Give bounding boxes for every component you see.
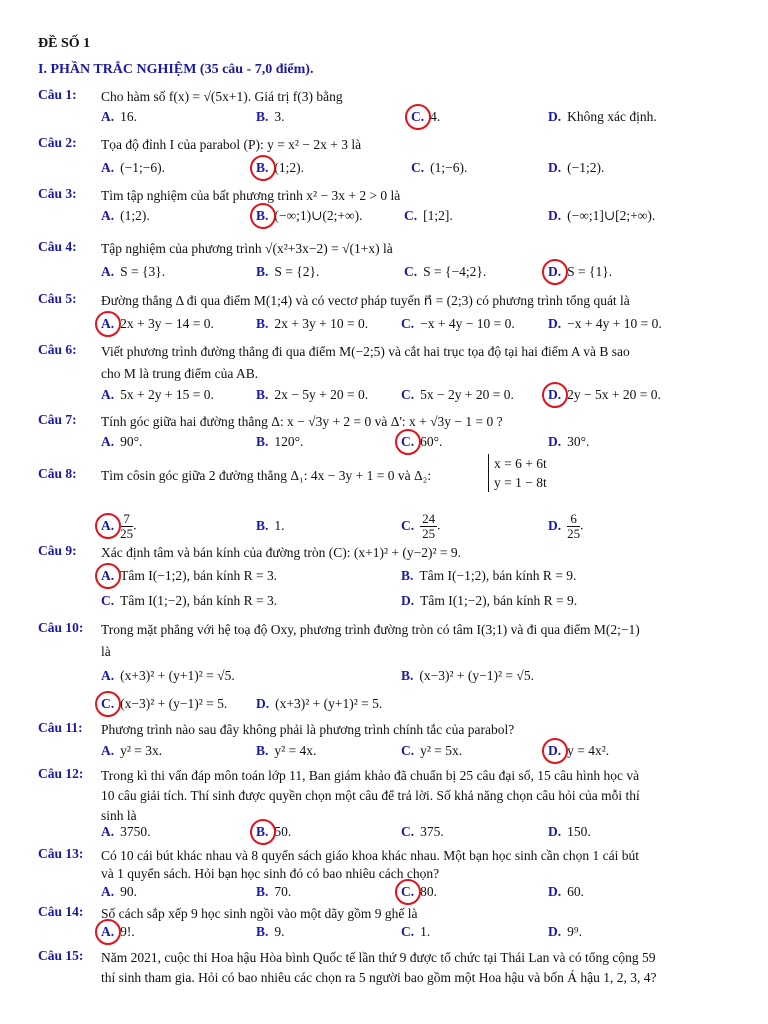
- option-b[interactable]: B. 2x + 3y + 10 = 0.: [256, 316, 369, 331]
- options: [101, 884, 741, 904]
- option-a[interactable]: A. 3750.: [101, 824, 151, 839]
- option-c-selected[interactable]: C. 4.: [411, 109, 441, 124]
- option-b[interactable]: B. Tâm I(−1;2), bán kính R = 9.: [401, 568, 577, 583]
- option-c[interactable]: C. S = {−4;2}.: [404, 264, 487, 279]
- question-text: Tính góc giữa hai đường thẳng Δ: x − √3y + 2 = 0 và Δ': x + √3y − 1 = 0 ?: [101, 414, 503, 429]
- option-a[interactable]: A. (x+3)² + (y+1)² = √5.: [101, 668, 235, 683]
- question-text: Có 10 cái bút khác nhau và 8 quyển sách giáo khoa khác nhau. Một bạn học sinh cần chọn 1 cái bút: [101, 848, 639, 863]
- option-c[interactable]: C. 1.: [401, 924, 431, 939]
- question-number: Câu 1:: [38, 87, 77, 102]
- question-number: Câu 14:: [38, 904, 84, 919]
- option-d[interactable]: D. (−1;2).: [548, 160, 605, 175]
- option-a[interactable]: A. 16.: [101, 109, 137, 124]
- question-number: Câu 4:: [38, 239, 77, 254]
- option-c[interactable]: C. −x + 4y − 10 = 0.: [401, 316, 515, 331]
- option-d[interactable]: D. $\frac{6}{25}$ .: [548, 511, 584, 541]
- question-text-cont: thí sinh tham gia. Hỏi có bao nhiêu các chọn ra 5 người bao gồm một Hoa hậu và bốn Á hậu 1, 2, 3, 4?: [101, 970, 657, 985]
- option-b-selected[interactable]: B. 50.: [256, 824, 292, 839]
- question-text: Viết phương trình đường thẳng đi qua điểm M(−2;5) và cắt hai trục tọa độ tại hai điểm A và B sao: [101, 344, 630, 359]
- options-row-1: [101, 568, 741, 588]
- question-text: Trong kì thi vấn đáp môn toán lớp 11, Ban giám khảo đã chuẩn bị 25 câu đại số, 15 câu hình học và: [101, 768, 640, 783]
- question-text: Xác định tâm và bán kính của đường tròn (C): (x+1)² + (y−2)² = 9.: [101, 545, 462, 560]
- option-c[interactable]: C. [1;2].: [404, 208, 453, 223]
- question-number: Câu 6:: [38, 342, 77, 357]
- options: [101, 434, 741, 454]
- option-c-selected[interactable]: C. (x−3)² + (y−1)² = 5.: [101, 696, 228, 711]
- question-number: Câu 10:: [38, 620, 84, 635]
- option-d[interactable]: D. Tâm I(1;−2), bán kính R = 9.: [401, 593, 578, 608]
- question-text: Trong mặt phẳng với hệ toạ độ Oxy, phương trình đường tròn có tâm I(3;1) và đi qua điểm M(2;−1): [101, 622, 640, 637]
- options: [101, 506, 741, 541]
- option-b-selected[interactable]: B. (1;2).: [256, 160, 305, 175]
- question-text-cont: 10 câu giải tích. Thí sinh được quyền chọn một câu để trả lời. Số khả năng chọn câu hỏi của mỗi thí: [101, 788, 640, 803]
- question-text: Số cách sắp xếp 9 học sinh ngồi vào một dãy gồm 9 ghế là: [101, 906, 418, 921]
- option-b[interactable]: B. 70.: [256, 884, 292, 899]
- option-a[interactable]: A. (−1;−6).: [101, 160, 165, 175]
- exam-heading: ĐỀ SỐ 1: [38, 36, 91, 51]
- question-text-cont: sinh là: [101, 808, 137, 823]
- option-d[interactable]: D. 150.: [548, 824, 591, 839]
- question-number: Câu 12:: [38, 766, 84, 781]
- options: [101, 208, 741, 228]
- option-d[interactable]: D. Không xác định.: [548, 109, 657, 124]
- options: [101, 160, 741, 180]
- question-text: Tập nghiệm của phương trình √(x²+3x−2) = √(1+x) là: [101, 241, 393, 256]
- question-number: Câu 13:: [38, 846, 84, 861]
- option-d[interactable]: D. 60.: [548, 884, 584, 899]
- question-number: Câu 2:: [38, 135, 77, 150]
- option-a[interactable]: A. (1;2).: [101, 208, 150, 223]
- options: [101, 109, 741, 129]
- option-c[interactable]: C. y² = 5x.: [401, 743, 463, 758]
- options: [101, 264, 741, 284]
- option-b[interactable]: B. 1.: [256, 518, 285, 533]
- option-b[interactable]: B. S = {2}.: [256, 264, 320, 279]
- question-text-cont: là: [101, 644, 111, 659]
- option-b[interactable]: B. 2x − 5y + 20 = 0.: [256, 387, 369, 402]
- options: [101, 387, 741, 407]
- option-c-selected[interactable]: C. 60°.: [401, 434, 443, 449]
- option-b-selected[interactable]: B. (−∞;1)∪(2;+∞).: [256, 208, 363, 223]
- option-a-selected[interactable]: A. 9!.: [101, 924, 135, 939]
- question-number: Câu 11:: [38, 720, 83, 735]
- option-a-selected[interactable]: A. 2x + 3y − 14 = 0.: [101, 316, 214, 331]
- option-b[interactable]: B. y² = 4x.: [256, 743, 317, 758]
- option-c-selected[interactable]: C. 80.: [401, 884, 437, 899]
- question-text-cont: và 1 quyển sách. Hỏi bạn học sinh đó có bao nhiêu cách chọn?: [101, 866, 440, 881]
- question-number: Câu 7:: [38, 412, 77, 427]
- question-text-cont: cho M là trung điểm của AB.: [101, 366, 259, 381]
- option-a-selected[interactable]: A. Tâm I(−1;2), bán kính R = 3.: [101, 568, 278, 583]
- question-text: Tìm côsin góc giữa 2 đường thẳng Δ₁: 4x − 3y + 1 = 0 và Δ₂:: [101, 468, 432, 483]
- question-text: Tọa độ đỉnh I của parabol (P): y = x² − 2x + 3 là: [101, 137, 362, 152]
- option-a[interactable]: A. S = {3}.: [101, 264, 166, 279]
- question-number: Câu 15:: [38, 948, 84, 963]
- options-row-1: [101, 668, 741, 688]
- question-number: Câu 5:: [38, 291, 77, 306]
- option-d[interactable]: D. 30°.: [548, 434, 590, 449]
- option-a[interactable]: A. 5x + 2y + 15 = 0.: [101, 387, 214, 402]
- options: [101, 743, 741, 763]
- option-c[interactable]: C. (1;−6).: [411, 160, 468, 175]
- options-row-2: [101, 696, 741, 716]
- question-text: Năm 2021, cuộc thi Hoa hậu Hòa bình Quốc tế lần thứ 9 được tổ chức tại Thái Lan và có tổng cộng 59: [101, 950, 656, 965]
- option-b[interactable]: B. 3.: [256, 109, 285, 124]
- option-b[interactable]: B. 9.: [256, 924, 285, 939]
- option-c[interactable]: C. $\frac{24}{25}$ .: [401, 511, 441, 541]
- question-number: Câu 3:: [38, 186, 77, 201]
- option-d[interactable]: D. 9⁹.: [548, 924, 582, 939]
- question-number: Câu 8:: [38, 466, 77, 481]
- option-c[interactable]: C. Tâm I(1;−2), bán kính R = 3.: [101, 593, 278, 608]
- option-d[interactable]: D. (−∞;1]∪[2;+∞).: [548, 208, 656, 223]
- option-d-selected[interactable]: D. 2y − 5x + 20 = 0.: [548, 387, 661, 402]
- option-a[interactable]: A. 90.: [101, 884, 137, 899]
- option-b[interactable]: B. 120°.: [256, 434, 304, 449]
- option-d[interactable]: D. (x+3)² + (y+1)² = 5.: [256, 696, 383, 711]
- question-text: Đường thẳng Δ đi qua điểm M(1;4) và có vectơ pháp tuyến n⃗ = (2;3) có phương trình tổng quát là: [101, 293, 630, 308]
- question-text: Phương trình nào sau đây không phải là phương trình chính tắc của parabol?: [101, 722, 515, 737]
- section-title: I. PHẦN TRẮC NGHIỆM (35 câu - 7,0 điểm).: [38, 62, 314, 77]
- option-d-selected[interactable]: D. y = 4x².: [548, 743, 610, 758]
- question-number: Câu 9:: [38, 543, 77, 558]
- option-d-selected[interactable]: D. S = {1}.: [548, 264, 613, 279]
- option-b[interactable]: B. (x−3)² + (y−1)² = √5.: [401, 668, 534, 683]
- parametric-system: x = 6 + 6t y = 1 − 8t: [488, 454, 547, 492]
- option-c[interactable]: C. 375.: [401, 824, 444, 839]
- option-d[interactable]: D. −x + 4y + 10 = 0.: [548, 316, 662, 331]
- options: [101, 824, 741, 844]
- options-row-2: [101, 593, 741, 613]
- question-text: Cho hàm số f(x) = √(5x+1). Giá trị f(3) bằng: [101, 89, 343, 104]
- options: [101, 924, 741, 944]
- question-text: Tìm tập nghiệm của bất phương trình x² − 3x + 2 > 0 là: [101, 188, 401, 203]
- option-a[interactable]: A. y² = 3x.: [101, 743, 163, 758]
- option-a[interactable]: A. 90°.: [101, 434, 143, 449]
- option-a-selected[interactable]: A. $\frac{7}{25}$ .: [101, 511, 137, 541]
- option-c[interactable]: C. 5x − 2y + 20 = 0.: [401, 387, 514, 402]
- options: [101, 316, 741, 336]
